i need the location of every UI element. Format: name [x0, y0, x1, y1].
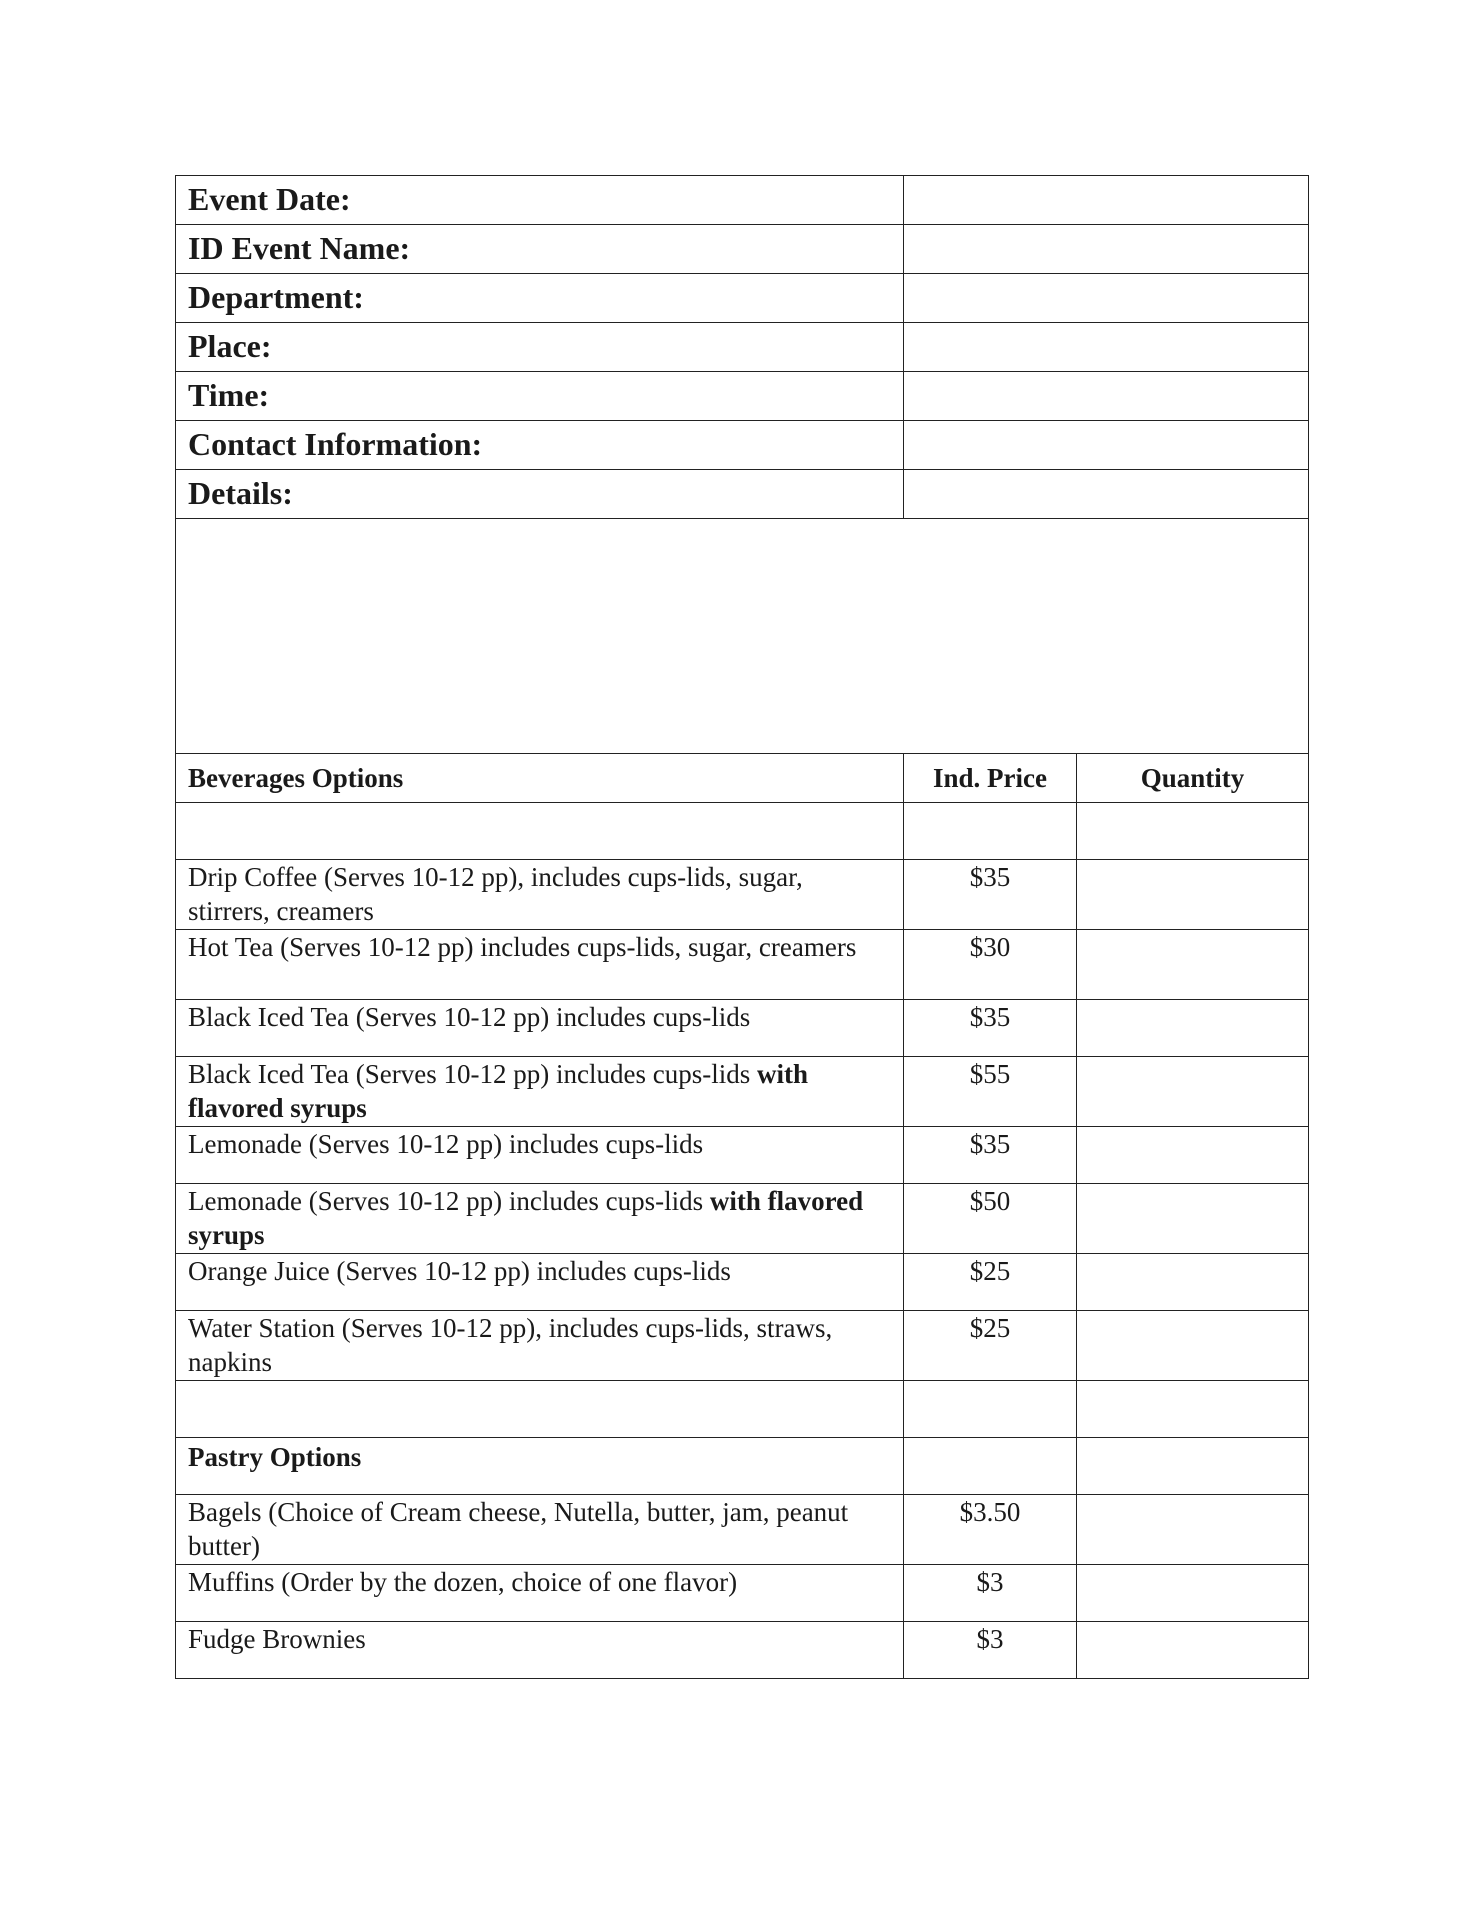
- menu-row-fudge-brownies: [176, 1621, 1309, 1678]
- item-price: $55: [904, 1056, 1077, 1126]
- item-description: [176, 1310, 904, 1380]
- ind-price-header: Ind. Price: [904, 753, 1077, 802]
- department-row: [176, 274, 1309, 323]
- item-text: Black Iced Tea (Serves 10-12 pp) includes cups-lids: [188, 1001, 751, 1032]
- details-space-row: [176, 519, 1309, 754]
- event-name-field[interactable]: [904, 225, 1309, 274]
- contact-label: Contact Information:: [176, 421, 904, 470]
- item-text: Orange Juice (Serves 10-12 pp) includes cups-lids: [188, 1255, 731, 1286]
- item-text: Lemonade (Serves 10-12 pp) includes cups-lids: [188, 1185, 710, 1216]
- item-text-bold: with flavored syrups: [188, 1185, 864, 1250]
- item-description: [176, 929, 904, 999]
- place-row: [176, 323, 1309, 372]
- item-description: [176, 1183, 904, 1253]
- place-field[interactable]: [904, 323, 1309, 372]
- item-description: [176, 859, 904, 929]
- item-text: Fudge Brownies: [188, 1623, 366, 1654]
- spacer-cell: [176, 802, 904, 859]
- menu-row-muffins: [176, 1564, 1309, 1621]
- spacer-row: [176, 802, 1309, 859]
- menu-row-drip-coffee: [176, 859, 1309, 929]
- menu-row-orange-juice: [176, 1253, 1309, 1310]
- pastry-options-title: Pastry Options: [176, 1437, 904, 1494]
- event-name-row: [176, 225, 1309, 274]
- menu-row-black-iced-tea-syrups: [176, 1056, 1309, 1126]
- item-price: $30: [904, 929, 1077, 999]
- beverages-options-header: Beverages Options: [176, 753, 904, 802]
- event-name-label: ID Event Name:: [176, 225, 904, 274]
- item-text: Muffins (Order by the dozen, choice of one flavor): [188, 1566, 738, 1597]
- quantity-header: Quantity: [1077, 753, 1309, 802]
- spacer-cell: [904, 1437, 1077, 1494]
- quantity-field[interactable]: [1077, 999, 1309, 1056]
- quantity-field[interactable]: [1077, 1310, 1309, 1380]
- quantity-field[interactable]: [1077, 1253, 1309, 1310]
- menu-row-hot-tea: [176, 929, 1309, 999]
- time-label: Time:: [176, 372, 904, 421]
- item-text: Bagels (Choice of Cream cheese, Nutella, butter, jam, peanut butter): [188, 1496, 849, 1561]
- item-description: [176, 1126, 904, 1183]
- quantity-field[interactable]: [1077, 1056, 1309, 1126]
- menu-row-lemonade: [176, 1126, 1309, 1183]
- menu-table: [175, 753, 1309, 1679]
- item-text: Drip Coffee (Serves 10-12 pp), includes cups-lids, sugar, stirrers, creamers: [188, 861, 803, 926]
- quantity-field[interactable]: [1077, 1621, 1309, 1678]
- event-date-row: [176, 176, 1309, 225]
- menu-row-black-iced-tea: [176, 999, 1309, 1056]
- order-form: [175, 175, 1308, 1679]
- item-description: [176, 999, 904, 1056]
- event-date-label: Event Date:: [176, 176, 904, 225]
- item-text: Hot Tea (Serves 10-12 pp) includes cups-lids, sugar, creamers: [188, 931, 857, 962]
- item-price: $35: [904, 1126, 1077, 1183]
- spacer-quantity-cell[interactable]: [1077, 1380, 1309, 1437]
- spacer-cell: [176, 1380, 904, 1437]
- contact-row: [176, 421, 1309, 470]
- item-price: $3: [904, 1564, 1077, 1621]
- menu-row-bagels: [176, 1494, 1309, 1564]
- quantity-field[interactable]: [1077, 1126, 1309, 1183]
- event-info-table: [175, 175, 1309, 754]
- department-field[interactable]: [904, 274, 1309, 323]
- item-price: $3: [904, 1621, 1077, 1678]
- quantity-field[interactable]: [1077, 929, 1309, 999]
- spacer-cell: [904, 802, 1077, 859]
- place-label: Place:: [176, 323, 904, 372]
- item-description: [176, 1621, 904, 1678]
- spacer-quantity-cell[interactable]: [1077, 802, 1309, 859]
- item-price: $25: [904, 1310, 1077, 1380]
- quantity-field[interactable]: [1077, 1564, 1309, 1621]
- department-label: Department:: [176, 274, 904, 323]
- item-price: $50: [904, 1183, 1077, 1253]
- pastry-section-row: [176, 1437, 1309, 1494]
- spacer-quantity-cell[interactable]: [1077, 1437, 1309, 1494]
- menu-row-lemonade-syrups: [176, 1183, 1309, 1253]
- item-description: [176, 1564, 904, 1621]
- item-description: [176, 1056, 904, 1126]
- item-description: [176, 1494, 904, 1564]
- details-label: Details:: [176, 470, 904, 519]
- details-row: [176, 470, 1309, 519]
- item-price: $35: [904, 859, 1077, 929]
- quantity-field[interactable]: [1077, 1494, 1309, 1564]
- item-price: $3.50: [904, 1494, 1077, 1564]
- time-row: [176, 372, 1309, 421]
- item-text: Black Iced Tea (Serves 10-12 pp) includes cups-lids: [188, 1058, 757, 1089]
- time-field[interactable]: [904, 372, 1309, 421]
- details-field[interactable]: [904, 470, 1309, 519]
- menu-header-row: [176, 753, 1309, 802]
- contact-field[interactable]: [904, 421, 1309, 470]
- item-text: Lemonade (Serves 10-12 pp) includes cups-lids: [188, 1128, 704, 1159]
- item-text-bold: with flavored syrups: [188, 1058, 808, 1123]
- quantity-field[interactable]: [1077, 859, 1309, 929]
- quantity-field[interactable]: [1077, 1183, 1309, 1253]
- spacer-row: [176, 1380, 1309, 1437]
- item-price: $25: [904, 1253, 1077, 1310]
- spacer-cell: [904, 1380, 1077, 1437]
- details-text-area[interactable]: [176, 519, 1309, 754]
- menu-row-water-station: [176, 1310, 1309, 1380]
- item-price: $35: [904, 999, 1077, 1056]
- event-date-field[interactable]: [904, 176, 1309, 225]
- item-text: Water Station (Serves 10-12 pp), includes cups-lids, straws, napkins: [188, 1312, 833, 1377]
- item-description: [176, 1253, 904, 1310]
